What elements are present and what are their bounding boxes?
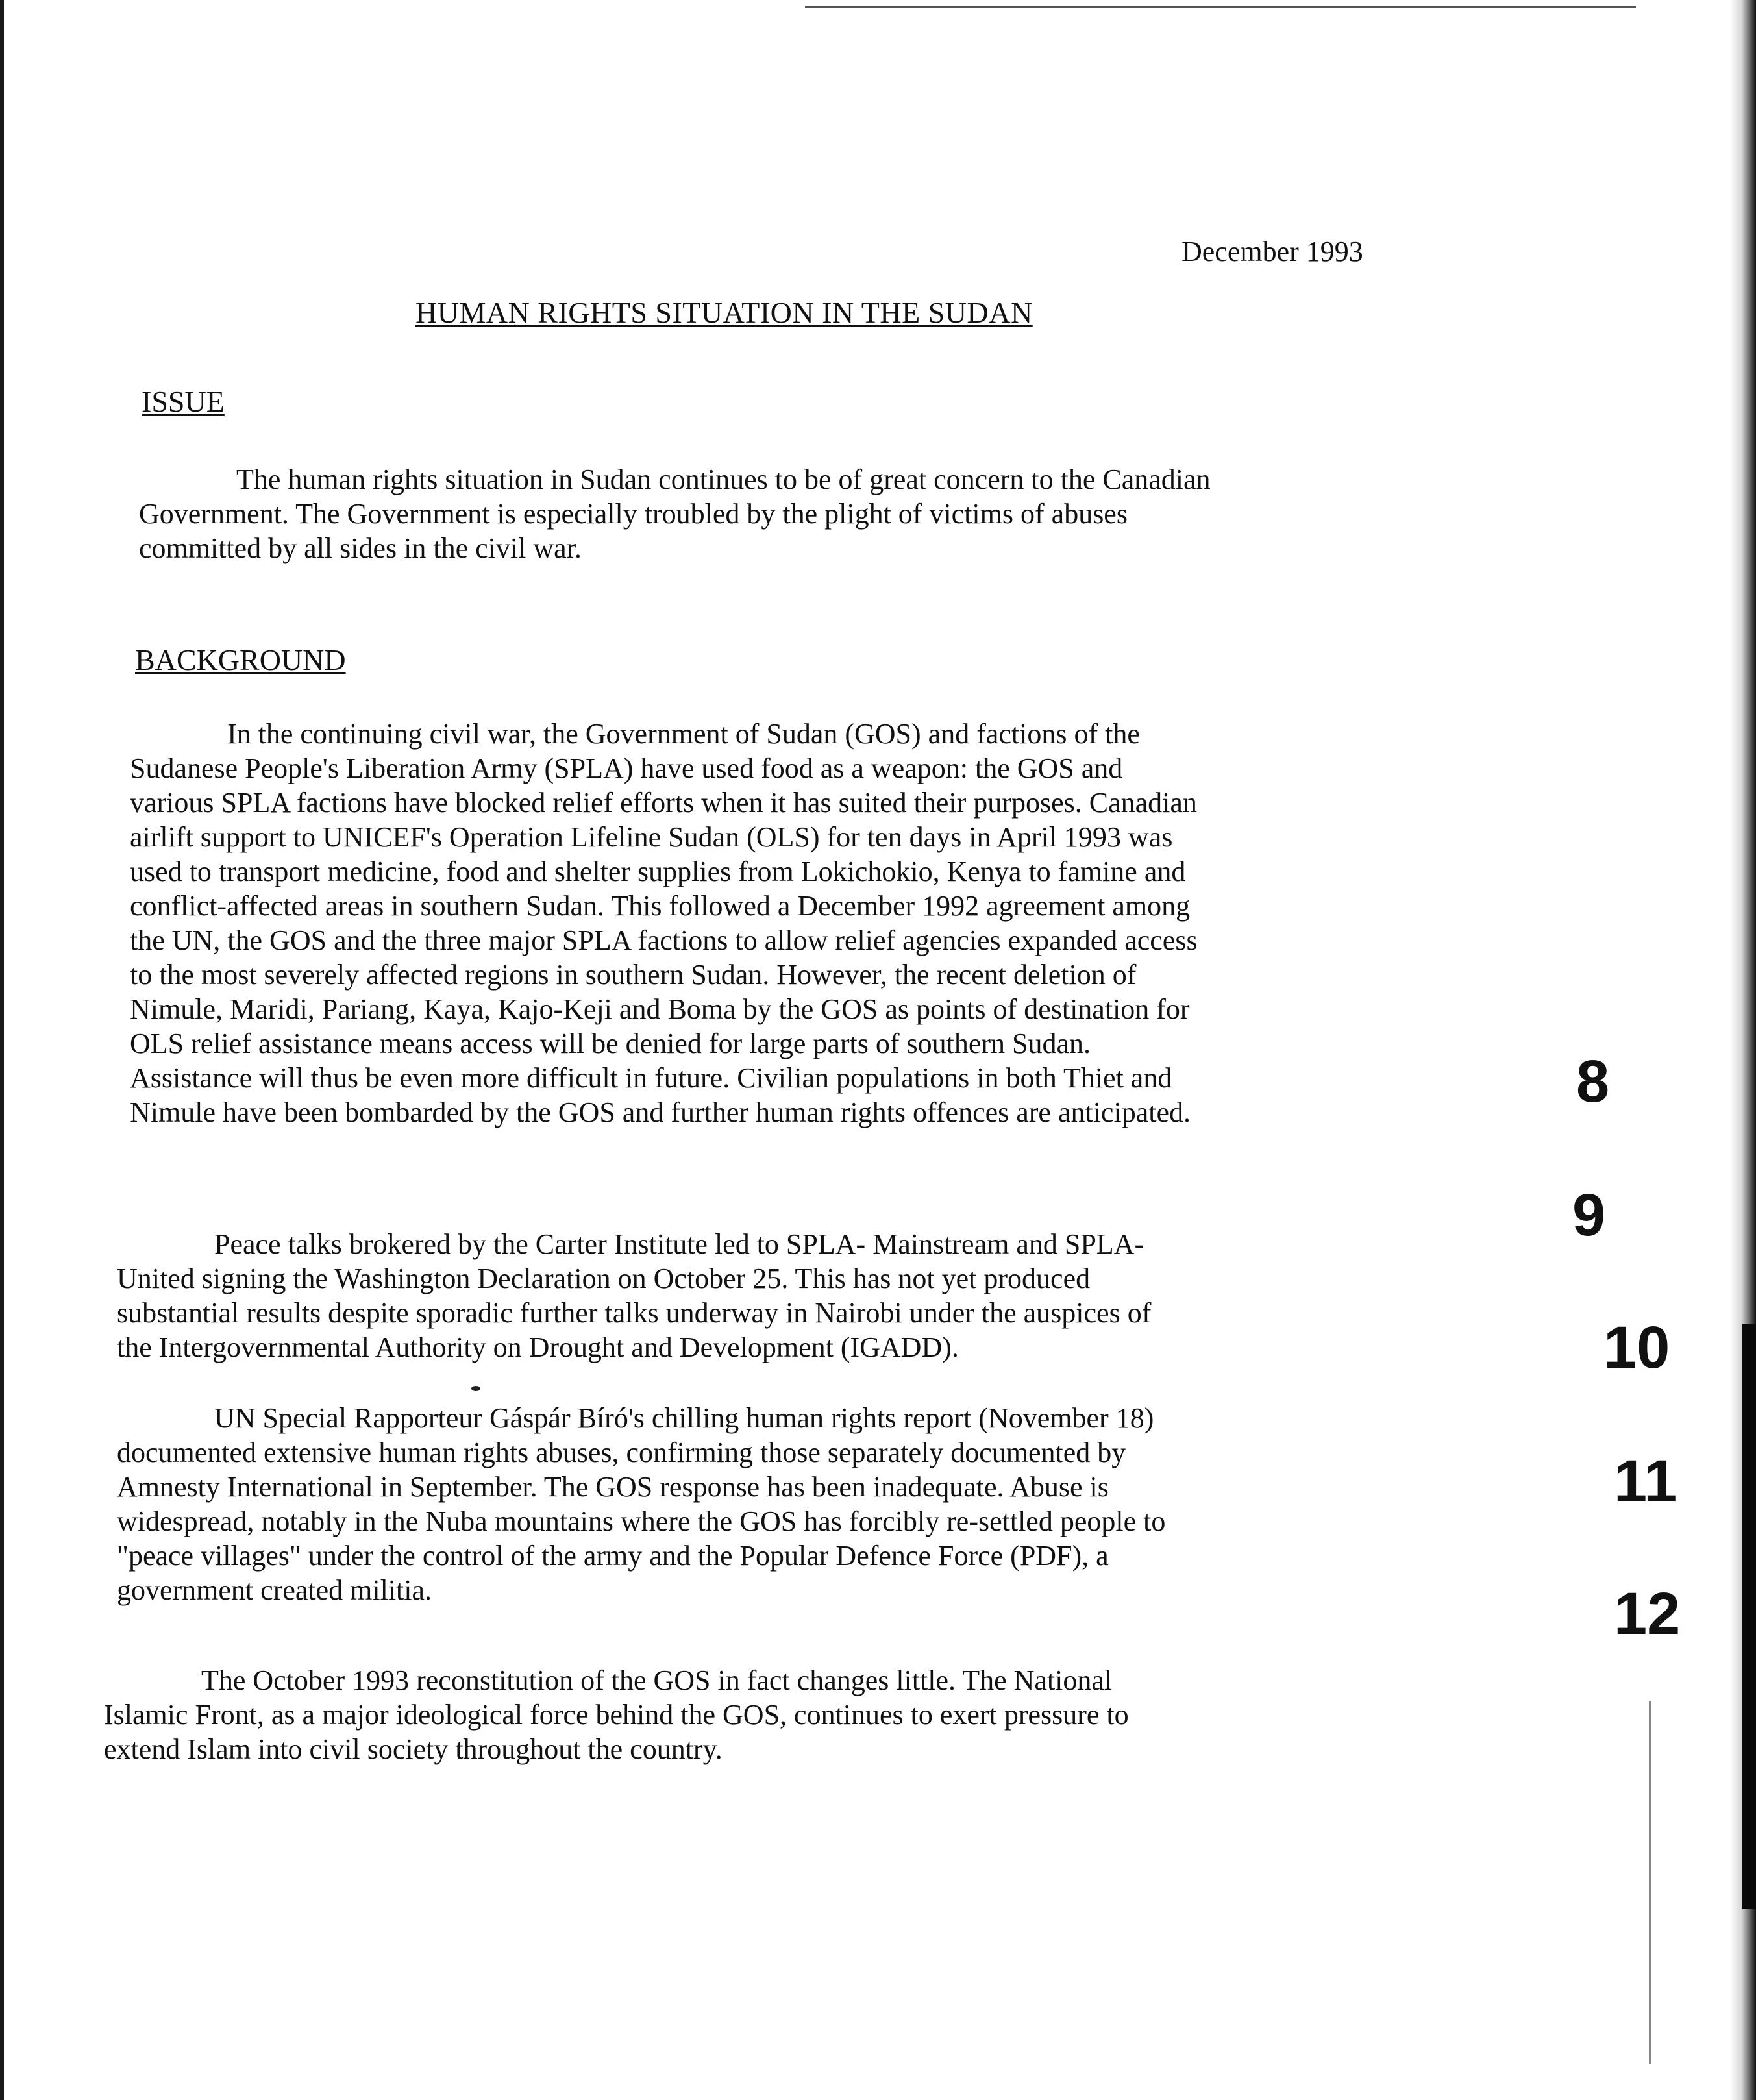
paragraph-line: In the continuing civil war, the Government of Sudan (GOS) and factions of the — [227, 718, 1140, 750]
paragraph-line: various SPLA factions have blocked relief efforts when it has suited their purposes. Canadian — [130, 787, 1197, 819]
paragraph-line: Assistance will thus be even more difficult in future. Civilian populations in both Thiet and — [130, 1062, 1172, 1094]
margin-number-10: 10 — [1603, 1315, 1670, 1381]
paragraph-line: Nimule have been bombarded by the GOS and further human rights offences are anticipated. — [130, 1096, 1191, 1128]
margin-number-9: 9 — [1572, 1182, 1606, 1248]
scan-edge-top — [805, 6, 1636, 8]
paragraph-line: the UN, the GOS and the three major SPLA factions to allow relief agencies expanded access — [130, 924, 1198, 956]
document-date: December 1993 — [1181, 236, 1363, 267]
paragraph-line: documented extensive human rights abuses, confirming those separately documented by — [117, 1437, 1126, 1468]
document-title: HUMAN RIGHTS SITUATION IN THE SUDAN — [415, 296, 1033, 329]
background-paragraph-1 — [130, 717, 1363, 1130]
paragraph-line: The October 1993 reconstitution of the GOS in fact changes little. The National — [201, 1664, 1113, 1696]
paragraph-line: Nimule, Maridi, Pariang, Kaya, Kajo-Keji and Boma by the GOS as points of destination for — [130, 993, 1190, 1025]
margin-number-12: 12 — [1614, 1581, 1681, 1647]
paragraph-line: extend Islam into civil society throughout the country. — [104, 1733, 723, 1765]
paragraph-line: The human rights situation in Sudan continues to be of great concern to the Canadian — [236, 463, 1211, 495]
margin-number-8: 8 — [1576, 1048, 1610, 1115]
paragraph-line: "peace villages" under the control of the army and the Popular Defence Force (PDF), a — [117, 1540, 1109, 1572]
paragraph-line: Sudanese People's Liberation Army (SPLA) have used food as a weapon: the GOS and — [130, 752, 1123, 784]
paragraph-line: committed by all sides in the civil war. — [139, 532, 582, 564]
scan-speck — [471, 1386, 480, 1391]
paragraph-line: to the most severely affected regions in southern Sudan. However, the recent deletion of — [130, 959, 1137, 991]
background-heading: BACKGROUND — [135, 643, 346, 676]
scan-edge-right-shadow — [1742, 1324, 1756, 1909]
paragraph-line: used to transport medicine, food and shelter supplies from Lokichokio, Kenya to famine and — [130, 856, 1186, 887]
tab-divider-line — [1649, 1701, 1651, 2064]
background-paragraph-4 — [104, 1663, 1337, 1766]
issue-heading: ISSUE — [142, 385, 225, 418]
issue-paragraph — [139, 462, 1372, 565]
paragraph-line: Peace talks brokered by the Carter Institute led to SPLA- Mainstream and SPLA- — [214, 1228, 1144, 1260]
paragraph-line: Islamic Front, as a major ideological force behind the GOS, continues to exert pressure to — [104, 1699, 1129, 1731]
background-paragraph-3 — [117, 1401, 1350, 1607]
paragraph-line: substantial results despite sporadic further talks underway in Nairobi under the auspices of — [117, 1297, 1152, 1329]
paragraph-line: the Intergovernmental Authority on Drought and Development (IGADD). — [117, 1331, 959, 1363]
paragraph-line: widespread, notably in the Nuba mountains where the GOS has forcibly re-settled people to — [117, 1505, 1166, 1537]
paragraph-line: UN Special Rapporteur Gáspár Bíró's chilling human rights report (November 18) — [214, 1402, 1154, 1434]
paragraph-line: Government. The Government is especially troubled by the plight of victims of abuses — [139, 498, 1128, 530]
scan-edge-left — [0, 0, 4, 2100]
paragraph-line: United signing the Washington Declaration on October 25. This has not yet produced — [117, 1263, 1091, 1294]
paragraph-line: OLS relief assistance means access will be denied for large parts of southern Sudan. — [130, 1028, 1091, 1059]
paragraph-line: conflict-affected areas in southern Sudan. This followed a December 1992 agreement among — [130, 890, 1191, 922]
paragraph-line: Amnesty International in September. The GOS response has been inadequate. Abuse is — [117, 1471, 1109, 1503]
paragraph-line: airlift support to UNICEF's Operation Lifeline Sudan (OLS) for ten days in April 1993 was — [130, 821, 1173, 853]
margin-number-11: 11 — [1614, 1448, 1677, 1514]
paragraph-line: government created militia. — [117, 1574, 432, 1606]
background-paragraph-2 — [117, 1227, 1350, 1365]
